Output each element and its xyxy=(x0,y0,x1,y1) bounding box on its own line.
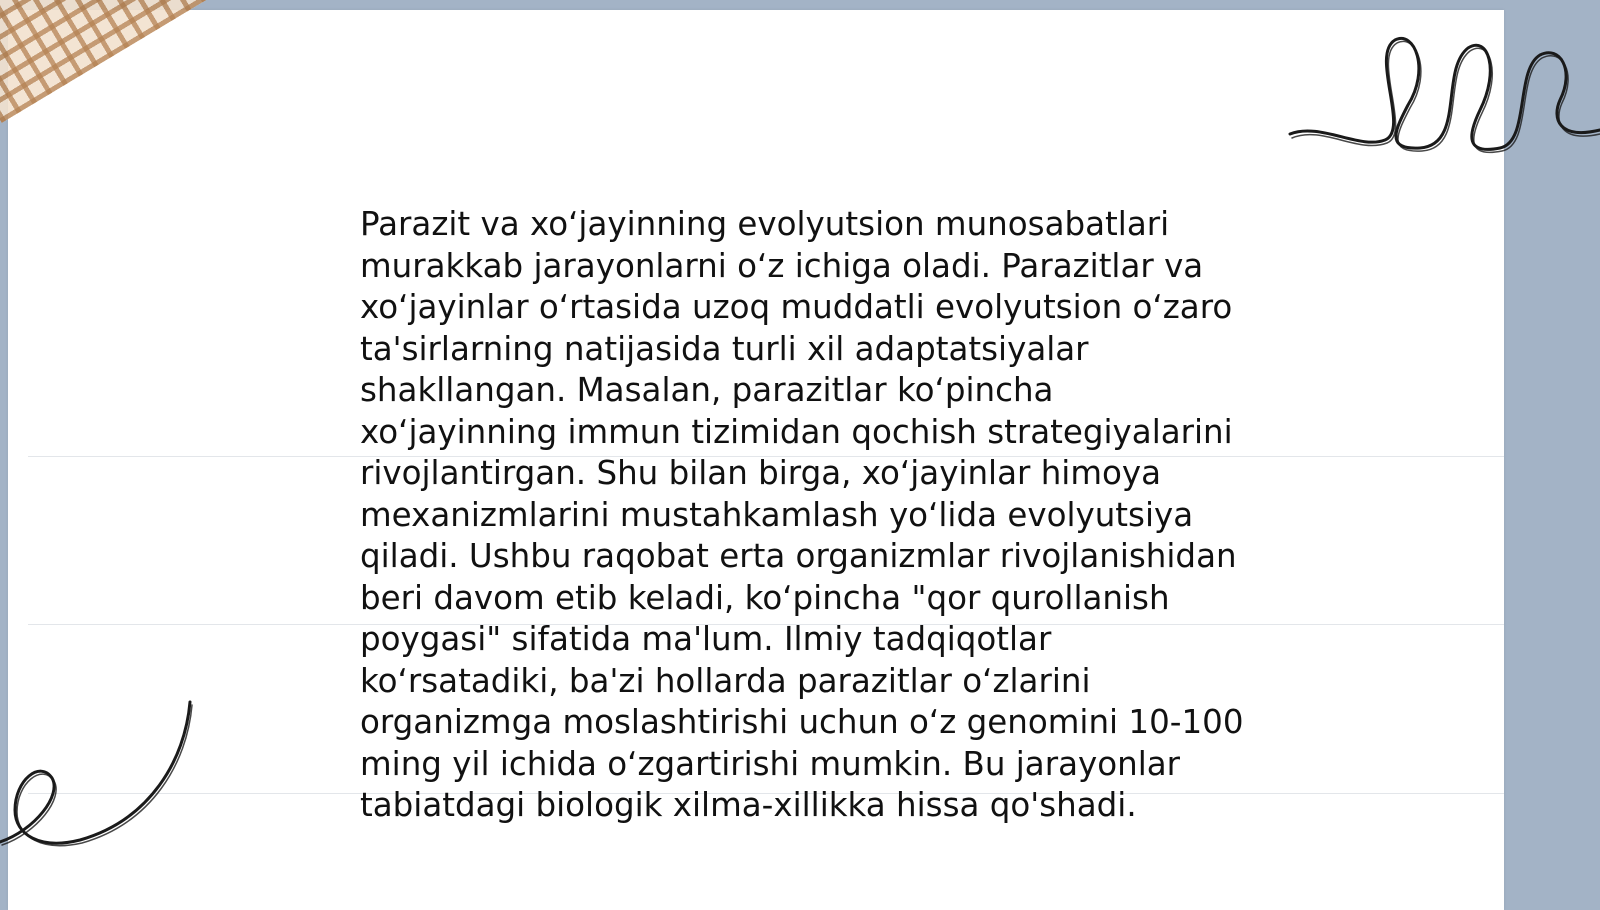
body-paragraph: Parazit va xoʻjayinning evolyutsion munosabatlari murakkab jarayonlarni oʻz ichiga oladi. Parazitlar va xoʻjayinlar oʻrtasida uzoq muddatli evolyutsion oʻzaro ta'sirlarning natijasida turli xil adaptatsiyalar shakllangan. Masalan, parazitlar koʻpincha xoʻjayinning immun tizimidan qochish strategiyalarini rivojlantirgan. Shu bilan birga, xoʻjayinlar himoya mexanizmlarini mustahkamlash yoʻlida evolyutsiya qiladi. Ushbu raqobat erta organizmlar rivojlanishidan beri davom etib keladi, koʻpincha "qor qurollanish poygasi" sifatida ma'lum. Ilmiy tadqiqotlar koʻrsatadiki, ba'zi hollarda parazitlar oʻzlarini organizmga moslashtirishi uchun oʻz genomini 10-100 ming yil ichida oʻzgartirishi mumkin. Bu jarayonlar tabiatdagi biologik xilma-xillikka hissa qo'shadi. xyxy=(360,205,1244,824)
loop-doodle-icon xyxy=(1290,30,1600,160)
swoosh-doodle-icon xyxy=(0,700,200,850)
